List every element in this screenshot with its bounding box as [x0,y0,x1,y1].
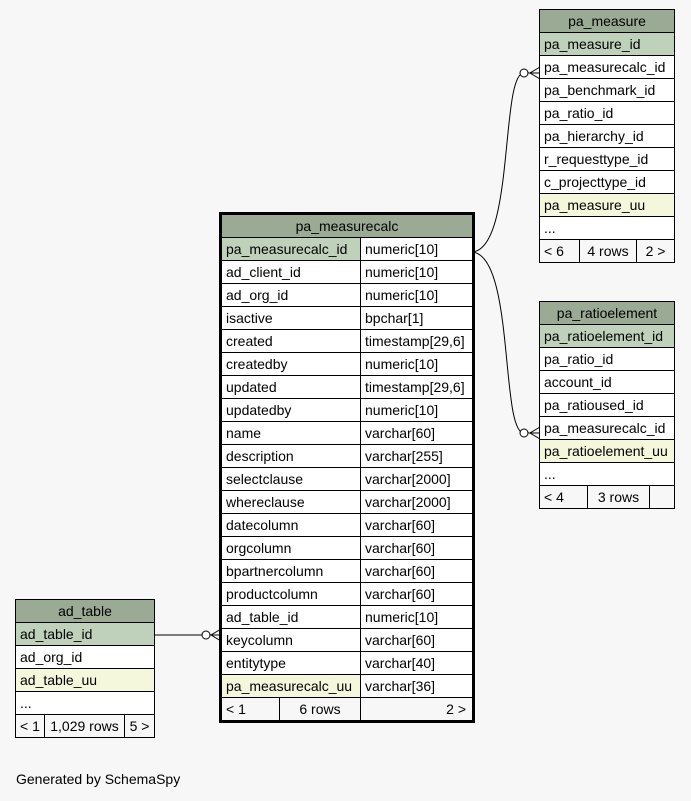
column-row[interactable] [222,422,473,445]
column-more: ... [16,692,155,715]
column-pa-measure-id[interactable]: pa_measure_id [540,33,675,56]
column-type: timestamp[29,6] [361,376,473,399]
row-count: 6 rows [280,698,361,721]
column-name[interactable]: ad_org_id [222,284,361,307]
column-type: varchar[2000] [361,468,473,491]
row-count: 1,029 rows [45,715,125,738]
column-name[interactable]: createdby [222,353,361,376]
column-row[interactable] [222,238,473,261]
column-type: numeric[10] [361,606,473,629]
optional-marker-pa-ratioelement [520,429,528,437]
column-name[interactable]: productcolumn [222,583,361,606]
column-type: varchar[2000] [361,491,473,514]
column-pa-measurecalc-id[interactable]: pa_measurecalc_id [540,56,675,79]
optional-marker-pa-measure [520,69,528,77]
table-ad-table[interactable] [15,599,155,738]
row-count: 3 rows [588,486,650,509]
column-more: ... [540,217,675,240]
column-type: numeric[10] [361,399,473,422]
column-pa-ratioused-id[interactable]: pa_ratioused_id [540,394,675,417]
children-link[interactable]: 2 > [361,698,473,721]
parents-link[interactable]: < 1 [222,698,280,721]
column-name[interactable]: ad_table_id [222,606,361,629]
column-row[interactable] [222,514,473,537]
column-name[interactable]: whereclause [222,491,361,514]
table-pa-measurecalc[interactable] [221,214,473,721]
column-row[interactable] [222,491,473,514]
column-name[interactable]: pa_measurecalc_uu [222,675,361,698]
column-name[interactable]: selectclause [222,468,361,491]
column-name[interactable]: bpartnercolumn [222,560,361,583]
column-type: timestamp[29,6] [361,330,473,353]
column-row[interactable] [222,445,473,468]
parents-link[interactable]: < 6 [540,240,580,263]
table-pa-ratioelement[interactable] [539,301,675,509]
entity-title[interactable]: pa_measure [540,10,675,33]
column-type: numeric[10] [361,238,473,261]
column-row[interactable] [222,330,473,353]
relation-line-pa-ratioelement [471,252,540,433]
relation-line-pa-measure [471,73,540,252]
column-type: varchar[40] [361,652,473,675]
column-type: numeric[10] [361,261,473,284]
column-name[interactable]: orgcolumn [222,537,361,560]
column-type: numeric[10] [361,284,473,307]
column-name[interactable]: updated [222,376,361,399]
column-name[interactable]: datecolumn [222,514,361,537]
column-row[interactable] [222,468,473,491]
column-row[interactable] [222,606,473,629]
column-name[interactable]: isactive [222,307,361,330]
column-name[interactable]: ad_client_id [222,261,361,284]
column-pa-measure-uu[interactable]: pa_measure_uu [540,194,675,217]
column-row[interactable] [222,675,473,698]
column-row[interactable] [222,629,473,652]
column-type: numeric[10] [361,353,473,376]
column-pa-measurecalc-id[interactable]: pa_measurecalc_id [540,417,675,440]
column-type: varchar[36] [361,675,473,698]
column-account-id[interactable]: account_id [540,371,675,394]
column-row[interactable] [222,560,473,583]
column-ad-org-id[interactable]: ad_org_id [16,646,155,669]
column-row[interactable] [222,353,473,376]
column-type: bpchar[1] [361,307,473,330]
children-link[interactable]: 5 > [125,715,155,738]
entity-title[interactable]: pa_ratioelement [540,302,675,325]
column-type: varchar[60] [361,422,473,445]
children-link [650,486,675,509]
row-count: 4 rows [580,240,637,263]
column-type: varchar[60] [361,537,473,560]
column-pa-ratioelement-uu[interactable]: pa_ratioelement_uu [540,440,675,463]
column-name[interactable]: keycolumn [222,629,361,652]
column-type: varchar[60] [361,629,473,652]
column-type: varchar[60] [361,560,473,583]
column-row[interactable] [222,537,473,560]
column-name[interactable]: entitytype [222,652,361,675]
optional-marker-ad-table [202,631,210,639]
column-name[interactable]: pa_measurecalc_id [222,238,361,261]
column-pa-ratio-id[interactable]: pa_ratio_id [540,102,675,125]
column-type: varchar[255] [361,445,473,468]
parents-link[interactable]: < 1 [16,715,45,738]
column-name[interactable]: created [222,330,361,353]
column-row[interactable] [222,284,473,307]
entity-title[interactable]: ad_table [16,600,155,623]
column-row[interactable] [222,376,473,399]
table-pa-measure[interactable] [539,9,675,263]
column-pa-benchmark-id[interactable]: pa_benchmark_id [540,79,675,102]
column-pa-ratio-id[interactable]: pa_ratio_id [540,348,675,371]
column-pa-ratioelement-id[interactable]: pa_ratioelement_id [540,325,675,348]
column-ad-table-uu[interactable]: ad_table_uu [16,669,155,692]
column-name[interactable]: updatedby [222,399,361,422]
column-name[interactable]: description [222,445,361,468]
column-row[interactable] [222,399,473,422]
column-pa-hierarchy-id[interactable]: pa_hierarchy_id [540,125,675,148]
generated-by-text: Generated by SchemaSpy [16,771,181,787]
parents-link[interactable]: < 4 [540,486,588,509]
children-link[interactable]: 2 > [637,240,675,263]
column-more: ... [540,463,675,486]
column-row[interactable] [222,652,473,675]
column-row[interactable] [222,307,473,330]
column-type: varchar[60] [361,583,473,606]
column-ad-table-id[interactable]: ad_table_id [16,623,155,646]
column-r-requesttype-id[interactable]: r_requesttype_id [540,148,675,171]
column-name[interactable]: name [222,422,361,445]
column-row[interactable] [222,261,473,284]
entity-title[interactable]: pa_measurecalc [222,215,473,238]
column-type: varchar[60] [361,514,473,537]
column-row[interactable] [222,583,473,606]
column-c-projecttype-id[interactable]: c_projecttype_id [540,171,675,194]
